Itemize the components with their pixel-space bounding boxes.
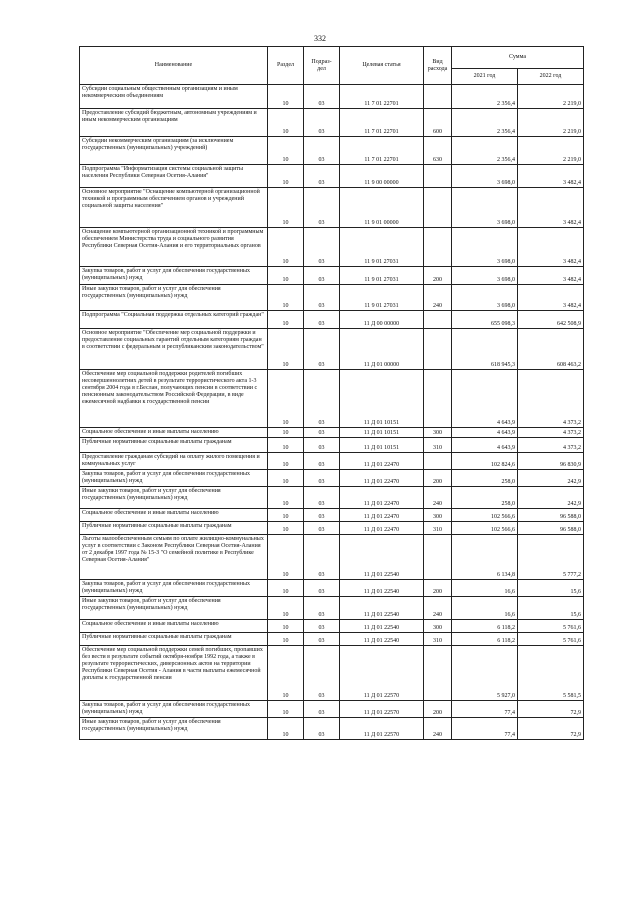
- row-expense-type: [424, 165, 452, 188]
- row-sum-2022: 15,6: [518, 597, 584, 620]
- row-name: Иные закупки товаров, работ и услуг для обеспечения государственных (муниципальных) нужд: [80, 285, 268, 311]
- row-section: 10: [268, 470, 304, 487]
- row-expense-type: [424, 453, 452, 470]
- row-target: 11 Д 01 22470: [340, 522, 424, 535]
- table-row: [80, 370, 584, 428]
- row-name: Основное мероприятие "Оснащение компьютерной организационной техникой и программным обеспечением органов и учреждений социальной защиты населения": [80, 188, 268, 228]
- row-expense-type: 200: [424, 701, 452, 718]
- table-row: [80, 165, 584, 188]
- row-expense-type: [424, 646, 452, 701]
- row-section: 10: [268, 438, 304, 453]
- row-subsection: 03: [304, 580, 340, 597]
- row-target: 11 9 01 27031: [340, 228, 424, 267]
- row-section: 10: [268, 267, 304, 285]
- row-name: Предоставление гражданам субсидий на оплату жилого помещения и коммунальных услуг: [80, 453, 268, 470]
- row-name: Иные закупки товаров, работ и услуг для обеспечения государственных (муниципальных) нужд: [80, 718, 268, 740]
- table-row: [80, 509, 584, 522]
- row-section: 10: [268, 285, 304, 311]
- row-sum-2022: 5 777,2: [518, 535, 584, 580]
- row-name: Социальное обеспечение и иные выплаты населению: [80, 428, 268, 438]
- row-name: Социальное обеспечение и иные выплаты населению: [80, 620, 268, 633]
- row-target: 11 9 00 00000: [340, 165, 424, 188]
- row-target: 11 Д 01 22570: [340, 701, 424, 718]
- row-section: 10: [268, 311, 304, 329]
- row-sum-2022: 4 373,2: [518, 428, 584, 438]
- table-row: [80, 487, 584, 509]
- row-name: Основное мероприятие "Обеспечение мер социальной поддержки и предоставление социальных гарантий отдельным категориям граждан в соответствии с федеральным и республиканским законодательством": [80, 329, 268, 370]
- row-sum-2022: 96 588,0: [518, 522, 584, 535]
- row-target: 11 Д 01 22470: [340, 487, 424, 509]
- row-subsection: 03: [304, 165, 340, 188]
- header-name: Наименование: [80, 47, 268, 85]
- table-row: [80, 646, 584, 701]
- table-row: [80, 285, 584, 311]
- table-row: [80, 453, 584, 470]
- row-expense-type: 600: [424, 109, 452, 137]
- row-expense-type: [424, 370, 452, 428]
- row-name: Закупка товаров, работ и услуг для обеспечения государственных (муниципальных) нужд: [80, 580, 268, 597]
- row-name: Подпрограмма "Социальная поддержка отдельных категорий граждан": [80, 311, 268, 329]
- table-row: [80, 535, 584, 580]
- row-subsection: 03: [304, 509, 340, 522]
- row-sum-2022: 5 581,5: [518, 646, 584, 701]
- table-row: [80, 137, 584, 165]
- row-sum-2021: 258,0: [452, 470, 518, 487]
- row-expense-type: 240: [424, 597, 452, 620]
- row-subsection: 03: [304, 137, 340, 165]
- row-name: Субсидии социальным общественным организациям и иным некоммерческим объединениям: [80, 85, 268, 109]
- row-expense-type: 630: [424, 137, 452, 165]
- row-sum-2021: 2 356,4: [452, 85, 518, 109]
- row-sum-2021: 102 566,6: [452, 522, 518, 535]
- row-sum-2022: 2 219,0: [518, 109, 584, 137]
- row-target: 11 Д 01 22540: [340, 620, 424, 633]
- row-sum-2021: 3 698,0: [452, 285, 518, 311]
- row-subsection: 03: [304, 535, 340, 580]
- row-name: Иные закупки товаров, работ и услуг для обеспечения государственных (муниципальных) нужд: [80, 597, 268, 620]
- table-row: [80, 438, 584, 453]
- row-target: 11 Д 01 22570: [340, 718, 424, 740]
- row-section: 10: [268, 646, 304, 701]
- row-sum-2021: 4 643,9: [452, 438, 518, 453]
- table-row: [80, 620, 584, 633]
- header-section: Раздел: [268, 47, 304, 85]
- row-section: 10: [268, 718, 304, 740]
- row-section: 10: [268, 633, 304, 646]
- row-sum-2021: 258,0: [452, 487, 518, 509]
- row-sum-2021: 4 643,9: [452, 428, 518, 438]
- row-sum-2022: 15,6: [518, 580, 584, 597]
- row-section: 10: [268, 428, 304, 438]
- row-name: Социальное обеспечение и иные выплаты населению: [80, 509, 268, 522]
- row-expense-type: 300: [424, 509, 452, 522]
- row-target: 11 7 01 22701: [340, 85, 424, 109]
- table-row: [80, 522, 584, 535]
- row-section: 10: [268, 370, 304, 428]
- row-target: 11 9 01 00000: [340, 188, 424, 228]
- header-year-2021: 2021 год: [452, 69, 518, 85]
- page-number: 332: [314, 34, 326, 43]
- row-sum-2022: 3 482,4: [518, 188, 584, 228]
- row-name: Обеспечение мер социальной поддержки родителей погибших несовершеннолетних детей в результате террористического акта 1-3 сентября 2004 года в г.Беслан, получающих пенсии в соответствии с пенсионным законодательством Российской Федерации, в виде ежемесячной надбавки к государственной пенсии: [80, 370, 268, 428]
- row-name: Оснащение компьютерной организационной техникой и программным обеспечением Министерства труда и социального развития Республики Северная Осетия-Алания и его территориальных органов: [80, 228, 268, 267]
- row-subsection: 03: [304, 597, 340, 620]
- header-subsection: Подраз- дел: [304, 47, 340, 85]
- row-subsection: 03: [304, 285, 340, 311]
- row-section: 10: [268, 85, 304, 109]
- row-expense-type: 310: [424, 438, 452, 453]
- row-target: 11 Д 01 10151: [340, 370, 424, 428]
- table-row: [80, 597, 584, 620]
- table-row: [80, 580, 584, 597]
- row-target: 11 Д 01 22470: [340, 453, 424, 470]
- row-sum-2022: 608 463,2: [518, 329, 584, 370]
- row-sum-2022: 5 761,6: [518, 620, 584, 633]
- row-sum-2021: 77,4: [452, 718, 518, 740]
- table-row: [80, 109, 584, 137]
- row-section: 10: [268, 487, 304, 509]
- row-section: 10: [268, 597, 304, 620]
- row-sum-2021: 2 356,4: [452, 137, 518, 165]
- row-expense-type: 310: [424, 633, 452, 646]
- row-subsection: 03: [304, 633, 340, 646]
- row-subsection: 03: [304, 470, 340, 487]
- row-sum-2022: 242,9: [518, 487, 584, 509]
- row-sum-2022: 3 482,4: [518, 228, 584, 267]
- row-expense-type: 240: [424, 487, 452, 509]
- row-sum-2022: 3 482,4: [518, 267, 584, 285]
- row-subsection: 03: [304, 228, 340, 267]
- row-sum-2021: 6 118,2: [452, 620, 518, 633]
- row-section: 10: [268, 522, 304, 535]
- row-section: 10: [268, 109, 304, 137]
- table-body: [80, 85, 584, 740]
- row-sum-2021: 16,6: [452, 597, 518, 620]
- table-row: [80, 428, 584, 438]
- row-subsection: 03: [304, 370, 340, 428]
- row-name: Закупка товаров, работ и услуг для обеспечения государственных (муниципальных) нужд: [80, 470, 268, 487]
- row-sum-2021: 4 643,9: [452, 370, 518, 428]
- row-name: Закупка товаров, работ и услуг для обеспечения государственных (муниципальных) нужд: [80, 701, 268, 718]
- row-subsection: 03: [304, 718, 340, 740]
- row-sum-2021: 3 698,0: [452, 228, 518, 267]
- row-subsection: 03: [304, 438, 340, 453]
- row-subsection: 03: [304, 453, 340, 470]
- row-sum-2021: 2 356,4: [452, 109, 518, 137]
- row-expense-type: 240: [424, 285, 452, 311]
- row-target: 11 7 01 22701: [340, 137, 424, 165]
- row-expense-type: 300: [424, 620, 452, 633]
- row-name: Подпрограмма "Информатизация системы социальной защиты населения Республики Северная Осетия-Алания": [80, 165, 268, 188]
- row-name: Публичные нормативные социальные выплаты гражданам: [80, 633, 268, 646]
- row-section: 10: [268, 228, 304, 267]
- row-subsection: 03: [304, 428, 340, 438]
- table-row: [80, 633, 584, 646]
- row-expense-type: 240: [424, 718, 452, 740]
- row-sum-2022: 642 508,9: [518, 311, 584, 329]
- row-name: Предоставление субсидий бюджетным, автономным учреждениям и иным некоммерческим организациям: [80, 109, 268, 137]
- row-name: Закупка товаров, работ и услуг для обеспечения государственных (муниципальных) нужд: [80, 267, 268, 285]
- row-name: Субсидии некоммерческим организациям (за исключением государственных (муниципальных) учреждений): [80, 137, 268, 165]
- row-target: 11 Д 01 10151: [340, 438, 424, 453]
- row-section: 10: [268, 509, 304, 522]
- row-sum-2022: 96 830,9: [518, 453, 584, 470]
- row-sum-2021: 3 698,0: [452, 267, 518, 285]
- row-section: 10: [268, 701, 304, 718]
- row-target: 11 Д 00 00000: [340, 311, 424, 329]
- row-sum-2022: 72,9: [518, 701, 584, 718]
- row-section: 10: [268, 580, 304, 597]
- row-sum-2022: 242,9: [518, 470, 584, 487]
- header-expense-type: Вид расхода: [424, 47, 452, 85]
- row-expense-type: [424, 188, 452, 228]
- row-section: 10: [268, 620, 304, 633]
- row-section: 10: [268, 137, 304, 165]
- row-target: 11 Д 01 22540: [340, 597, 424, 620]
- row-sum-2021: 655 098,3: [452, 311, 518, 329]
- row-name: Публичные нормативные социальные выплаты гражданам: [80, 438, 268, 453]
- row-sum-2022: 2 219,0: [518, 85, 584, 109]
- header-year-2022: 2022 год: [518, 69, 584, 85]
- row-expense-type: 200: [424, 580, 452, 597]
- row-subsection: 03: [304, 85, 340, 109]
- row-subsection: 03: [304, 646, 340, 701]
- row-sum-2021: 618 945,3: [452, 329, 518, 370]
- table-row: [80, 188, 584, 228]
- row-expense-type: [424, 311, 452, 329]
- row-subsection: 03: [304, 487, 340, 509]
- row-sum-2021: 6 134,8: [452, 535, 518, 580]
- row-section: 10: [268, 188, 304, 228]
- table-row: [80, 267, 584, 285]
- header-sum: Сумма: [452, 47, 584, 69]
- row-sum-2021: 102 824,6: [452, 453, 518, 470]
- row-target: 11 Д 01 22540: [340, 535, 424, 580]
- row-subsection: 03: [304, 267, 340, 285]
- row-section: 10: [268, 329, 304, 370]
- row-sum-2022: 4 373,2: [518, 370, 584, 428]
- row-sum-2021: 77,4: [452, 701, 518, 718]
- row-name: Публичные нормативные социальные выплаты гражданам: [80, 522, 268, 535]
- row-target: 11 9 01 27031: [340, 267, 424, 285]
- row-subsection: 03: [304, 109, 340, 137]
- row-target: 11 9 01 27031: [340, 285, 424, 311]
- table-row: [80, 228, 584, 267]
- row-sum-2021: 16,6: [452, 580, 518, 597]
- row-sum-2022: 3 482,4: [518, 285, 584, 311]
- row-sum-2022: 5 761,6: [518, 633, 584, 646]
- row-name: Обеспечение мер социальной поддержки семей погибших, пропавших без вести в результате событий октября-ноября 1992 года, а также в результате террористических, диверсионных актов на территории Республики Северная Осетия - Алания в части выплаты ежемесячной доплаты к государственной пенсии: [80, 646, 268, 701]
- row-expense-type: [424, 535, 452, 580]
- row-name: Льготы малообеспеченным семьям по оплате жилищно-коммунальных услуг в соответствии с Законом Республики Северная Осетия-Алания от 2 декабря 1997 года № 15-З "О семейной политике в Республике Северная Осетия-Алания": [80, 535, 268, 580]
- row-target: 11 Д 01 22570: [340, 646, 424, 701]
- row-expense-type: [424, 329, 452, 370]
- row-sum-2022: 2 219,0: [518, 137, 584, 165]
- table-row: [80, 329, 584, 370]
- row-target: 11 7 01 22701: [340, 109, 424, 137]
- row-sum-2022: 4 373,2: [518, 438, 584, 453]
- row-expense-type: 200: [424, 267, 452, 285]
- row-subsection: 03: [304, 311, 340, 329]
- row-target: 11 Д 01 22470: [340, 470, 424, 487]
- row-target: 11 Д 01 22470: [340, 509, 424, 522]
- table-row: [80, 85, 584, 109]
- row-sum-2022: 3 482,4: [518, 165, 584, 188]
- row-target: 11 Д 01 22540: [340, 580, 424, 597]
- row-section: 10: [268, 165, 304, 188]
- row-subsection: 03: [304, 188, 340, 228]
- budget-table: [79, 46, 584, 740]
- row-subsection: 03: [304, 701, 340, 718]
- table-row: [80, 701, 584, 718]
- row-subsection: 03: [304, 329, 340, 370]
- header-target: Целевая статья: [340, 47, 424, 85]
- row-sum-2021: 6 118,2: [452, 633, 518, 646]
- row-name: Иные закупки товаров, работ и услуг для обеспечения государственных (муниципальных) нужд: [80, 487, 268, 509]
- row-sum-2021: 102 566,6: [452, 509, 518, 522]
- row-subsection: 03: [304, 522, 340, 535]
- row-target: 11 Д 01 00000: [340, 329, 424, 370]
- row-subsection: 03: [304, 620, 340, 633]
- row-section: 10: [268, 535, 304, 580]
- row-sum-2021: 3 698,0: [452, 188, 518, 228]
- row-section: 10: [268, 453, 304, 470]
- row-sum-2022: 72,9: [518, 718, 584, 740]
- row-expense-type: 300: [424, 428, 452, 438]
- row-sum-2022: 96 588,0: [518, 509, 584, 522]
- row-expense-type: 200: [424, 470, 452, 487]
- row-expense-type: 310: [424, 522, 452, 535]
- table-row: [80, 470, 584, 487]
- row-target: 11 Д 01 10151: [340, 428, 424, 438]
- row-expense-type: [424, 85, 452, 109]
- row-sum-2021: 5 927,0: [452, 646, 518, 701]
- row-sum-2021: 3 698,0: [452, 165, 518, 188]
- table-row: [80, 311, 584, 329]
- table-row: [80, 718, 584, 740]
- row-expense-type: [424, 228, 452, 267]
- row-target: 11 Д 01 22540: [340, 633, 424, 646]
